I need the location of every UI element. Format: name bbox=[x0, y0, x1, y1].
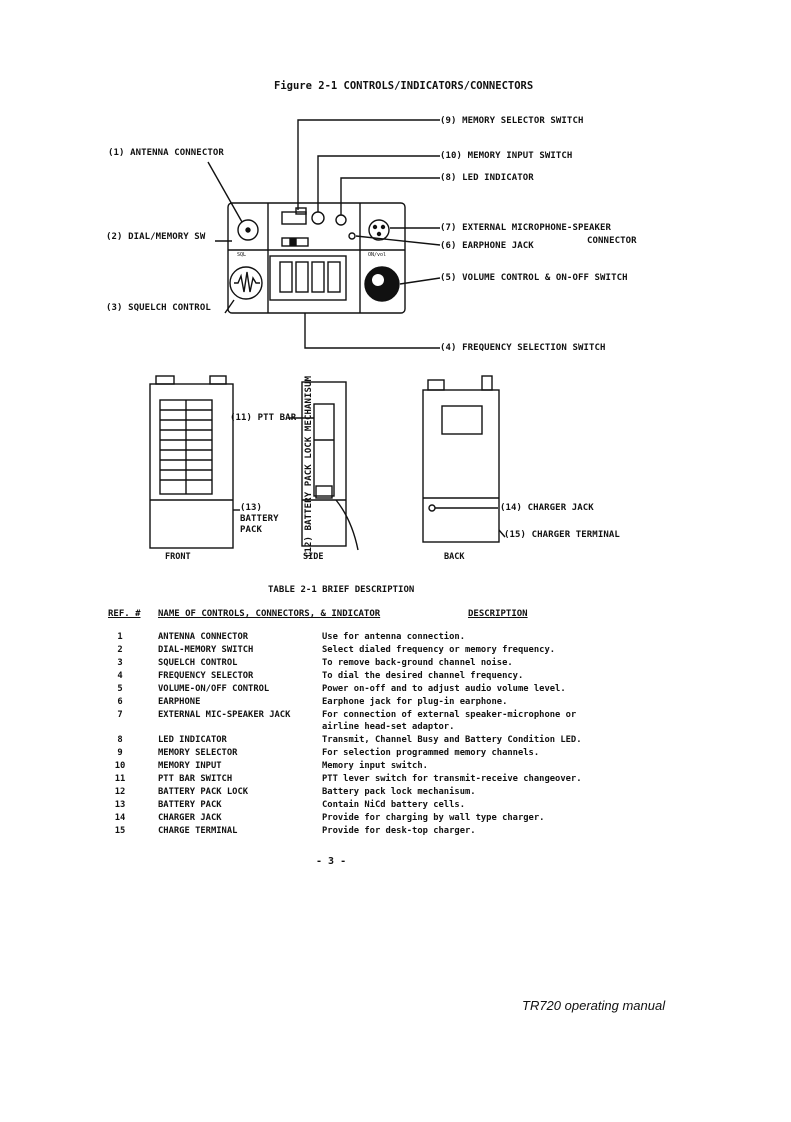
row-name: LED INDICATOR bbox=[158, 735, 227, 745]
page-number: - 3 - bbox=[316, 856, 347, 867]
row-description: To remove back-ground channel noise. bbox=[322, 658, 513, 668]
row-ref: 5 bbox=[117, 684, 123, 694]
caption-front: FRONT bbox=[165, 552, 191, 562]
row-name: MEMORY INPUT bbox=[158, 761, 222, 771]
callout-memory-selector: (9) MEMORY SELECTOR SWITCH bbox=[440, 116, 584, 126]
row-ref: 8 bbox=[117, 735, 123, 745]
front-view-icon bbox=[150, 384, 233, 548]
row-name: FREQUENCY SELECTOR bbox=[158, 671, 254, 681]
callout-ptt-bar: (11) PTT BAR bbox=[230, 413, 297, 423]
row-ref: 4 bbox=[117, 671, 123, 681]
callout-antenna-connector: (1) ANTENNA CONNECTOR bbox=[108, 148, 224, 158]
charger-jack-icon bbox=[429, 505, 435, 511]
row-name: BATTERY PACK LOCK bbox=[158, 787, 249, 797]
caption-back: BACK bbox=[444, 552, 465, 562]
row-description: Provide for desk-top charger. bbox=[322, 826, 476, 836]
row-name: EARPHONE bbox=[158, 697, 201, 707]
mic-speaker-connector-icon bbox=[369, 220, 389, 240]
header-name: NAME OF CONTROLS, CONNECTORS, & INDICATOR bbox=[158, 609, 381, 619]
callout-frequency-selection: (4) FREQUENCY SELECTION SWITCH bbox=[440, 343, 606, 353]
callout-charger-terminal: (15) CHARGER TERMINAL bbox=[504, 530, 620, 540]
row-description: Transmit, Channel Busy and Battery Condition LED. bbox=[322, 735, 582, 745]
row-description: PTT lever switch for transmit-receive changeover. bbox=[322, 774, 582, 784]
svg-text:ON/vol: ON/vol bbox=[368, 252, 387, 258]
callout-battery-pack-l1: BATTERY bbox=[240, 514, 279, 524]
back-view-icon bbox=[423, 390, 499, 542]
row-description: Use for antenna connection. bbox=[322, 632, 465, 642]
callout-led-indicator: (8) LED INDICATOR bbox=[440, 173, 534, 183]
row-name: SQUELCH CONTROL bbox=[158, 658, 238, 668]
callout-mic-speaker: (7) EXTERNAL MICROPHONE-SPEAKER bbox=[440, 223, 612, 233]
row-description: Memory input switch. bbox=[322, 761, 428, 771]
led-indicator-icon bbox=[336, 215, 346, 225]
ptt-bar-icon bbox=[314, 404, 334, 496]
callout-mic-speaker-connector: CONNECTOR bbox=[587, 236, 637, 246]
footer-text: TR720 operating manual bbox=[522, 998, 666, 1013]
header-description: DESCRIPTION bbox=[468, 609, 528, 619]
row-description: Earphone jack for plug-in earphone. bbox=[322, 697, 508, 707]
callout-dial-memory: (2) DIAL/MEMORY SW bbox=[106, 232, 206, 242]
callout-squelch-control: (3) SQUELCH CONTROL bbox=[106, 303, 211, 313]
row-name: CHARGER JACK bbox=[158, 813, 222, 823]
row-ref: 2 bbox=[117, 645, 123, 655]
row-ref: 3 bbox=[117, 658, 123, 668]
row-ref: 13 bbox=[114, 800, 126, 810]
row-description: Battery pack lock mechanisum. bbox=[322, 787, 476, 797]
header-ref: REF. # bbox=[108, 609, 141, 619]
row-description: Power on-off and to adjust audio volume level. bbox=[322, 684, 566, 694]
row-name: DIAL-MEMORY SWITCH bbox=[158, 645, 254, 655]
table-title: TABLE 2-1 BRIEF DESCRIPTION bbox=[268, 585, 415, 595]
row-description: Select dialed frequency or memory frequency. bbox=[322, 645, 556, 655]
callout-charger-jack: (14) CHARGER JACK bbox=[500, 503, 594, 513]
caption-side: SIDE bbox=[303, 552, 324, 562]
row-description: To dial the desired channel frequency. bbox=[322, 671, 524, 681]
row-description: airline head-set adaptor. bbox=[322, 722, 455, 732]
callout-volume-control: (5) VOLUME CONTROL & ON-OFF SWITCH bbox=[440, 273, 628, 283]
memory-input-button-icon bbox=[312, 212, 324, 224]
row-name: PTT BAR SWITCH bbox=[158, 774, 233, 784]
row-name: BATTERY PACK bbox=[158, 800, 222, 810]
row-name: VOLUME-ON/OFF CONTROL bbox=[158, 684, 270, 694]
row-ref: 7 bbox=[117, 710, 123, 720]
figure-title: Figure 2-1 CONTROLS/INDICATORS/CONNECTORS bbox=[274, 80, 534, 92]
row-description: Provide for charging by wall type charger. bbox=[322, 813, 545, 823]
callout-battery-pack-l2: PACK bbox=[240, 525, 263, 535]
row-ref: 15 bbox=[114, 826, 126, 836]
row-ref: 14 bbox=[114, 813, 126, 823]
row-ref: 11 bbox=[114, 774, 126, 784]
callout-memory-input: (10) MEMORY INPUT SWITCH bbox=[440, 151, 573, 161]
row-name: CHARGE TERMINAL bbox=[158, 826, 238, 836]
callout-battery-lock-label: (12) BATTERY PACK LOCK MECHANISUM bbox=[304, 375, 314, 558]
svg-text:SQL: SQL bbox=[237, 252, 247, 258]
row-description: Contain NiCd battery cells. bbox=[322, 800, 465, 810]
row-name: ANTENNA CONNECTOR bbox=[158, 632, 249, 642]
row-ref: 6 bbox=[117, 697, 123, 707]
callout-earphone-jack: (6) EARPHONE JACK bbox=[440, 241, 534, 251]
row-name: EXTERNAL MIC-SPEAKER JACK bbox=[158, 710, 291, 720]
earphone-jack-icon bbox=[349, 233, 355, 239]
row-ref: 9 bbox=[117, 748, 123, 758]
row-ref: 12 bbox=[114, 787, 126, 797]
row-description: For selection programmed memory channels. bbox=[322, 748, 540, 758]
row-name: MEMORY SELECTOR bbox=[158, 748, 238, 758]
row-ref: 1 bbox=[117, 632, 123, 642]
row-ref: 10 bbox=[114, 761, 126, 771]
callout-battery-pack-num: (13) bbox=[240, 503, 263, 513]
row-description: For connection of external speaker-microphone or bbox=[322, 710, 577, 720]
